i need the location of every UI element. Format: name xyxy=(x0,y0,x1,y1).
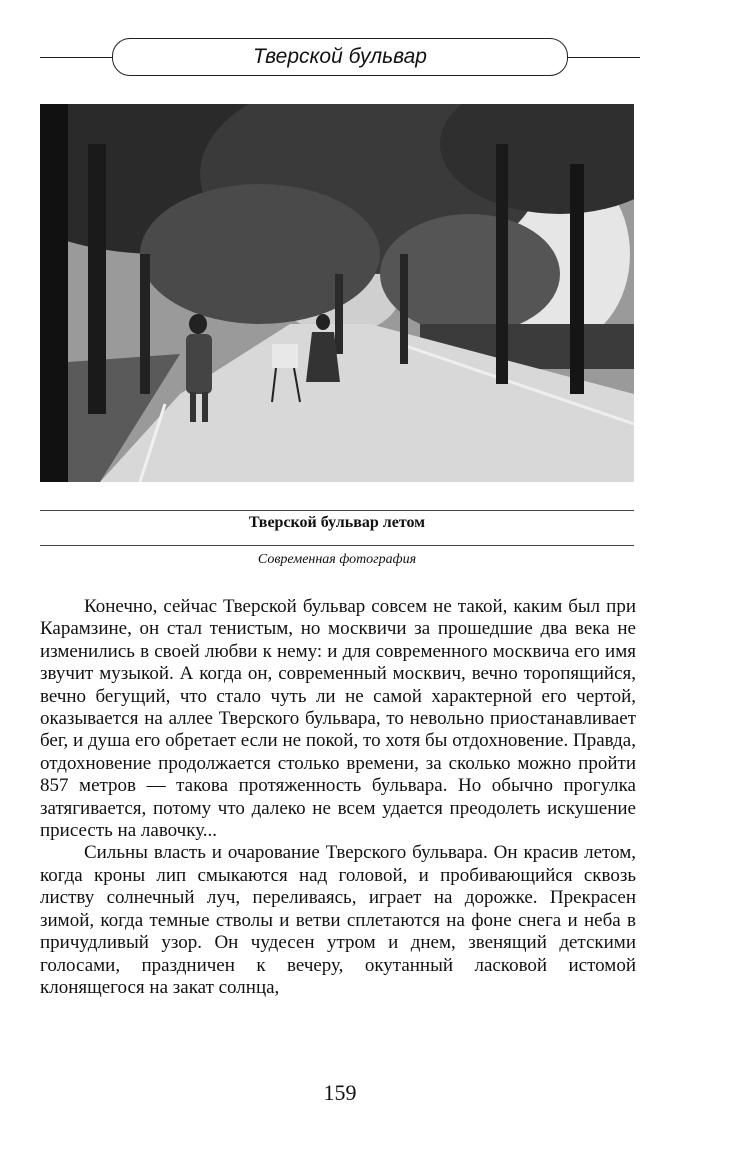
header-title: Тверской бульвар xyxy=(112,38,568,76)
paragraph-2: Сильны власть и очарование Тверского бульвара. Он красив летом, когда кроны лип смыкаются над головой, и пробивающийся сквозь листву солнечный луч, переливаясь, играет на дорожке. Прекрасен зимой, когда темные стволы и ветви сплетаются на фоне снега и неба в причудливый узор. Он чудесен утром и днем, звенящий детскими голосами, праздничен к вечеру, окутанный ласковой истомой клонящегося на закат солнца, xyxy=(40,842,636,998)
caption-subtitle: Современная фотография xyxy=(257,552,417,567)
caption-title: Тверской бульвар летом xyxy=(248,514,426,531)
header-rule-left xyxy=(40,57,112,58)
caption-rule-top xyxy=(40,510,634,511)
photo-boulevard-summer xyxy=(40,104,634,482)
running-header xyxy=(40,36,640,78)
photo-drawing xyxy=(40,104,634,482)
caption-rule-bottom xyxy=(40,545,634,546)
paragraph-1: Конечно, сейчас Тверской бульвар совсем не такой, каким был при Карамзине, он стал тенистым, но москвичи за прошедшие два века не изменились в своей любви к нему: и для современного москвича его имя звучит музыкой. А когда он, современный москвич, вечно торопящийся, вечно бегущий, что стало чуть ли не самой характерной его чертой, оказывается на аллее Тверского бульвара, то невольно приостанавливает бег, и душа его обретает если не покой, то хотя бы отдохновение. Правда, отдохновение продолжается столько времени, за сколько можно пройти 857 метров — такова протяженность бульвара. Но обычно прогулка затягивается, потому что далеко не всем удается преодолеть искушение присесть на лавочку... xyxy=(40,596,636,842)
body-text xyxy=(40,596,636,999)
header-rule-right xyxy=(568,57,640,58)
page-number: 159 xyxy=(323,1080,357,1105)
